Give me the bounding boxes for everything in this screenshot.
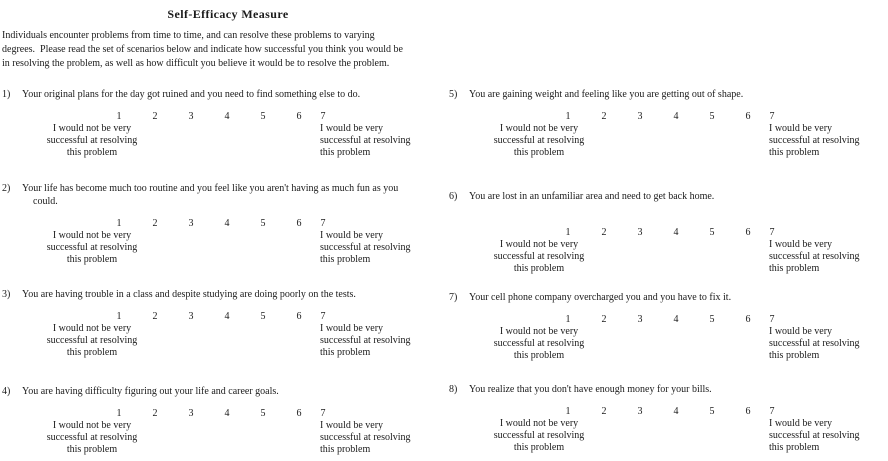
scale-anchor-high <box>769 239 860 275</box>
question-text <box>2 182 440 208</box>
anchor-low-line: I would not be very <box>499 123 579 134</box>
scale-anchor-high <box>769 326 860 362</box>
scale-anchor-high <box>320 230 411 266</box>
anchor-high-line: successful at resolving <box>320 242 411 253</box>
intro-line: degrees. Please read the set of scenarios below and indicate how successful you think you would be <box>2 44 403 55</box>
question-text <box>449 190 887 203</box>
item-number: 8) <box>449 384 458 395</box>
question-text-line: Your original plans for the day got ruined and you need to find something else to do. <box>22 89 361 100</box>
scale-point-1: 1 <box>565 406 571 417</box>
scale-point-3: 3 <box>188 218 194 229</box>
anchor-low-line: this problem <box>66 347 118 358</box>
anchor-high-line: this problem <box>769 442 820 453</box>
scale-anchor-high <box>769 123 860 159</box>
intro-line: in resolving the problem, as well as how difficult you believe it would be to resolve the problem. <box>2 58 390 69</box>
anchor-high-line: I would be very <box>320 420 384 431</box>
anchor-high-line: this problem <box>769 350 820 361</box>
question-text-line: You are having difficulty figuring out your life and career goals. <box>22 386 279 397</box>
item-number: 5) <box>449 89 458 100</box>
anchor-low-line: this problem <box>513 442 565 453</box>
anchor-low-line: I would not be very <box>52 123 132 134</box>
anchor-high-line: successful at resolving <box>320 335 411 346</box>
scale-point-6: 6 <box>745 111 751 122</box>
scale-point-5: 5 <box>709 406 715 417</box>
scale-point-7: 7 <box>769 111 775 122</box>
rating-scale <box>449 313 887 362</box>
scale-anchor-low <box>7 123 177 159</box>
anchor-high-line: this problem <box>320 147 371 158</box>
page-title: Self-Efficacy Measure <box>167 7 289 21</box>
scale-point-4: 4 <box>673 227 679 238</box>
scale-point-4: 4 <box>673 406 679 417</box>
scale-point-2: 2 <box>601 314 607 325</box>
questionnaire-item <box>2 182 440 266</box>
items-column-right <box>449 88 887 454</box>
scale-points <box>101 310 329 323</box>
scale-point-2: 2 <box>152 111 158 122</box>
rating-scale <box>449 405 887 454</box>
anchor-low-line: successful at resolving <box>46 432 138 443</box>
scale-point-6: 6 <box>745 314 751 325</box>
rating-scale <box>449 110 887 159</box>
scale-point-3: 3 <box>637 406 643 417</box>
question-text-line: You are lost in an unfamiliar area and need to get back home. <box>469 191 715 202</box>
anchor-high-line: I would be very <box>320 230 384 241</box>
anchor-low-line: successful at resolving <box>46 135 138 146</box>
questionnaire-item <box>449 190 887 275</box>
scale-anchor-high <box>320 420 411 456</box>
scale-point-4: 4 <box>673 111 679 122</box>
scale-point-5: 5 <box>709 227 715 238</box>
item-question <box>2 182 440 208</box>
scale-point-4: 4 <box>224 111 230 122</box>
question-text-line: could. <box>33 196 58 207</box>
anchor-low-line: successful at resolving <box>493 430 585 441</box>
items-column-left <box>2 88 440 456</box>
anchor-low-line: successful at resolving <box>46 242 138 253</box>
scale-points <box>550 226 778 239</box>
scale-point-6: 6 <box>745 227 751 238</box>
scale-point-4: 4 <box>224 408 230 419</box>
scale-point-4: 4 <box>224 311 230 322</box>
scale-point-1: 1 <box>116 218 122 229</box>
scale-point-2: 2 <box>601 111 607 122</box>
question-text <box>449 88 887 101</box>
anchor-low-line: this problem <box>513 147 565 158</box>
item-question <box>449 383 887 396</box>
scale-point-7: 7 <box>769 314 775 325</box>
scale-anchor-low <box>7 230 177 266</box>
scale-point-1: 1 <box>116 408 122 419</box>
scale-anchor-high <box>320 123 411 159</box>
anchor-high-line: this problem <box>320 444 371 455</box>
scale-points <box>550 405 778 418</box>
anchor-high-line: successful at resolving <box>769 430 860 441</box>
question-text <box>449 383 887 396</box>
questionnaire-item <box>2 88 440 159</box>
scale-point-2: 2 <box>601 406 607 417</box>
question-text-line: Your life has become much too routine and you feel like you aren't having as much fun as you <box>22 183 399 194</box>
intro-line: Individuals encounter problems from time to time, and can resolve these problems to varying <box>2 30 375 41</box>
rating-scale <box>2 407 440 456</box>
scale-point-3: 3 <box>637 111 643 122</box>
item-question <box>2 288 440 301</box>
item-question <box>2 88 440 101</box>
question-text-line: You are having trouble in a class and despite studying are doing poorly on the tests. <box>22 289 356 300</box>
question-text-line: Your cell phone company overcharged you and you have to fix it. <box>469 292 732 303</box>
anchor-low-line: this problem <box>66 147 118 158</box>
scale-points <box>101 110 329 123</box>
scale-anchor-low <box>454 123 624 159</box>
scale-point-5: 5 <box>260 218 266 229</box>
anchor-high-line: successful at resolving <box>769 251 860 262</box>
anchor-high-line: this problem <box>769 263 820 274</box>
question-text-line: You are gaining weight and feeling like you are getting out of shape. <box>469 89 744 100</box>
item-question <box>449 291 887 304</box>
scale-anchor-high <box>769 418 860 454</box>
anchor-high-line: this problem <box>320 254 371 265</box>
anchor-low-line: successful at resolving <box>493 251 585 262</box>
scale-point-4: 4 <box>673 314 679 325</box>
anchor-high-line: successful at resolving <box>769 135 860 146</box>
scale-point-3: 3 <box>188 408 194 419</box>
scale-point-7: 7 <box>320 111 326 122</box>
scale-anchor-low <box>7 420 177 456</box>
scale-anchor-low <box>454 418 624 454</box>
rating-scale <box>2 310 440 359</box>
scale-anchor-high <box>320 323 411 359</box>
scale-point-1: 1 <box>565 227 571 238</box>
scale-point-2: 2 <box>601 227 607 238</box>
anchor-high-line: successful at resolving <box>769 338 860 349</box>
scale-point-3: 3 <box>188 111 194 122</box>
item-number: 7) <box>449 292 458 303</box>
anchor-high-line: I would be very <box>769 239 833 250</box>
rating-scale <box>2 110 440 159</box>
anchor-low-line: I would not be very <box>499 239 579 250</box>
scale-point-7: 7 <box>320 218 326 229</box>
anchor-low-line: this problem <box>513 263 565 274</box>
scale-point-2: 2 <box>152 218 158 229</box>
scale-point-2: 2 <box>152 311 158 322</box>
anchor-low-line: successful at resolving <box>493 338 585 349</box>
scale-point-4: 4 <box>224 218 230 229</box>
anchor-low-line: successful at resolving <box>46 335 138 346</box>
item-question <box>449 190 887 203</box>
questionnaire-item <box>2 288 440 359</box>
scale-point-2: 2 <box>152 408 158 419</box>
item-number: 3) <box>2 289 11 300</box>
questionnaire-item <box>449 383 887 454</box>
anchor-low-line: I would not be very <box>52 323 132 334</box>
anchor-high-line: successful at resolving <box>320 135 411 146</box>
scale-point-5: 5 <box>260 111 266 122</box>
question-text <box>2 88 440 101</box>
scale-points <box>101 407 329 420</box>
anchor-high-line: successful at resolving <box>320 432 411 443</box>
scale-point-3: 3 <box>637 314 643 325</box>
rating-scale <box>449 226 887 275</box>
anchor-low-line: I would not be very <box>499 418 579 429</box>
anchor-high-line: I would be very <box>320 323 384 334</box>
anchor-low-line: successful at resolving <box>493 135 585 146</box>
anchor-high-line: this problem <box>320 347 371 358</box>
questionnaire-item <box>2 385 440 456</box>
item-number: 4) <box>2 386 11 397</box>
scale-anchor-low <box>454 326 624 362</box>
anchor-high-line: this problem <box>769 147 820 158</box>
rating-scale <box>2 217 440 266</box>
anchor-low-line: this problem <box>66 444 118 455</box>
anchor-low-line: this problem <box>66 254 118 265</box>
scale-point-6: 6 <box>296 408 302 419</box>
scale-point-5: 5 <box>709 314 715 325</box>
anchor-low-line: I would not be very <box>499 326 579 337</box>
scale-point-7: 7 <box>769 227 775 238</box>
item-question <box>2 385 440 398</box>
question-text <box>2 385 440 398</box>
anchor-high-line: I would be very <box>769 418 833 429</box>
scale-point-6: 6 <box>296 311 302 322</box>
item-number: 6) <box>449 191 458 202</box>
scale-points <box>101 217 329 230</box>
scale-point-3: 3 <box>188 311 194 322</box>
questionnaire-item <box>449 291 887 362</box>
intro-paragraph <box>2 29 454 71</box>
anchor-low-line: this problem <box>513 350 565 361</box>
item-question <box>449 88 887 101</box>
question-text-line: You realize that you don't have enough money for your bills. <box>469 384 712 395</box>
scale-points <box>550 313 778 326</box>
scale-point-1: 1 <box>116 111 122 122</box>
question-text <box>2 288 440 301</box>
scale-point-1: 1 <box>565 111 571 122</box>
scale-point-6: 6 <box>745 406 751 417</box>
anchor-high-line: I would be very <box>769 123 833 134</box>
scale-point-7: 7 <box>320 311 326 322</box>
scale-anchor-low <box>7 323 177 359</box>
questionnaire-item <box>449 88 887 159</box>
scale-point-1: 1 <box>116 311 122 322</box>
scale-point-5: 5 <box>260 311 266 322</box>
item-number: 1) <box>2 89 11 100</box>
scale-point-7: 7 <box>769 406 775 417</box>
scale-point-5: 5 <box>260 408 266 419</box>
scale-point-5: 5 <box>709 111 715 122</box>
question-text <box>449 291 887 304</box>
scale-point-3: 3 <box>637 227 643 238</box>
item-number: 2) <box>2 183 11 194</box>
anchor-high-line: I would be very <box>320 123 384 134</box>
scale-point-6: 6 <box>296 111 302 122</box>
anchor-low-line: I would not be very <box>52 420 132 431</box>
scale-point-6: 6 <box>296 218 302 229</box>
scale-point-1: 1 <box>565 314 571 325</box>
scale-point-7: 7 <box>320 408 326 419</box>
anchor-low-line: I would not be very <box>52 230 132 241</box>
anchor-high-line: I would be very <box>769 326 833 337</box>
scale-points <box>550 110 778 123</box>
scale-anchor-low <box>454 239 624 275</box>
header <box>2 8 454 71</box>
